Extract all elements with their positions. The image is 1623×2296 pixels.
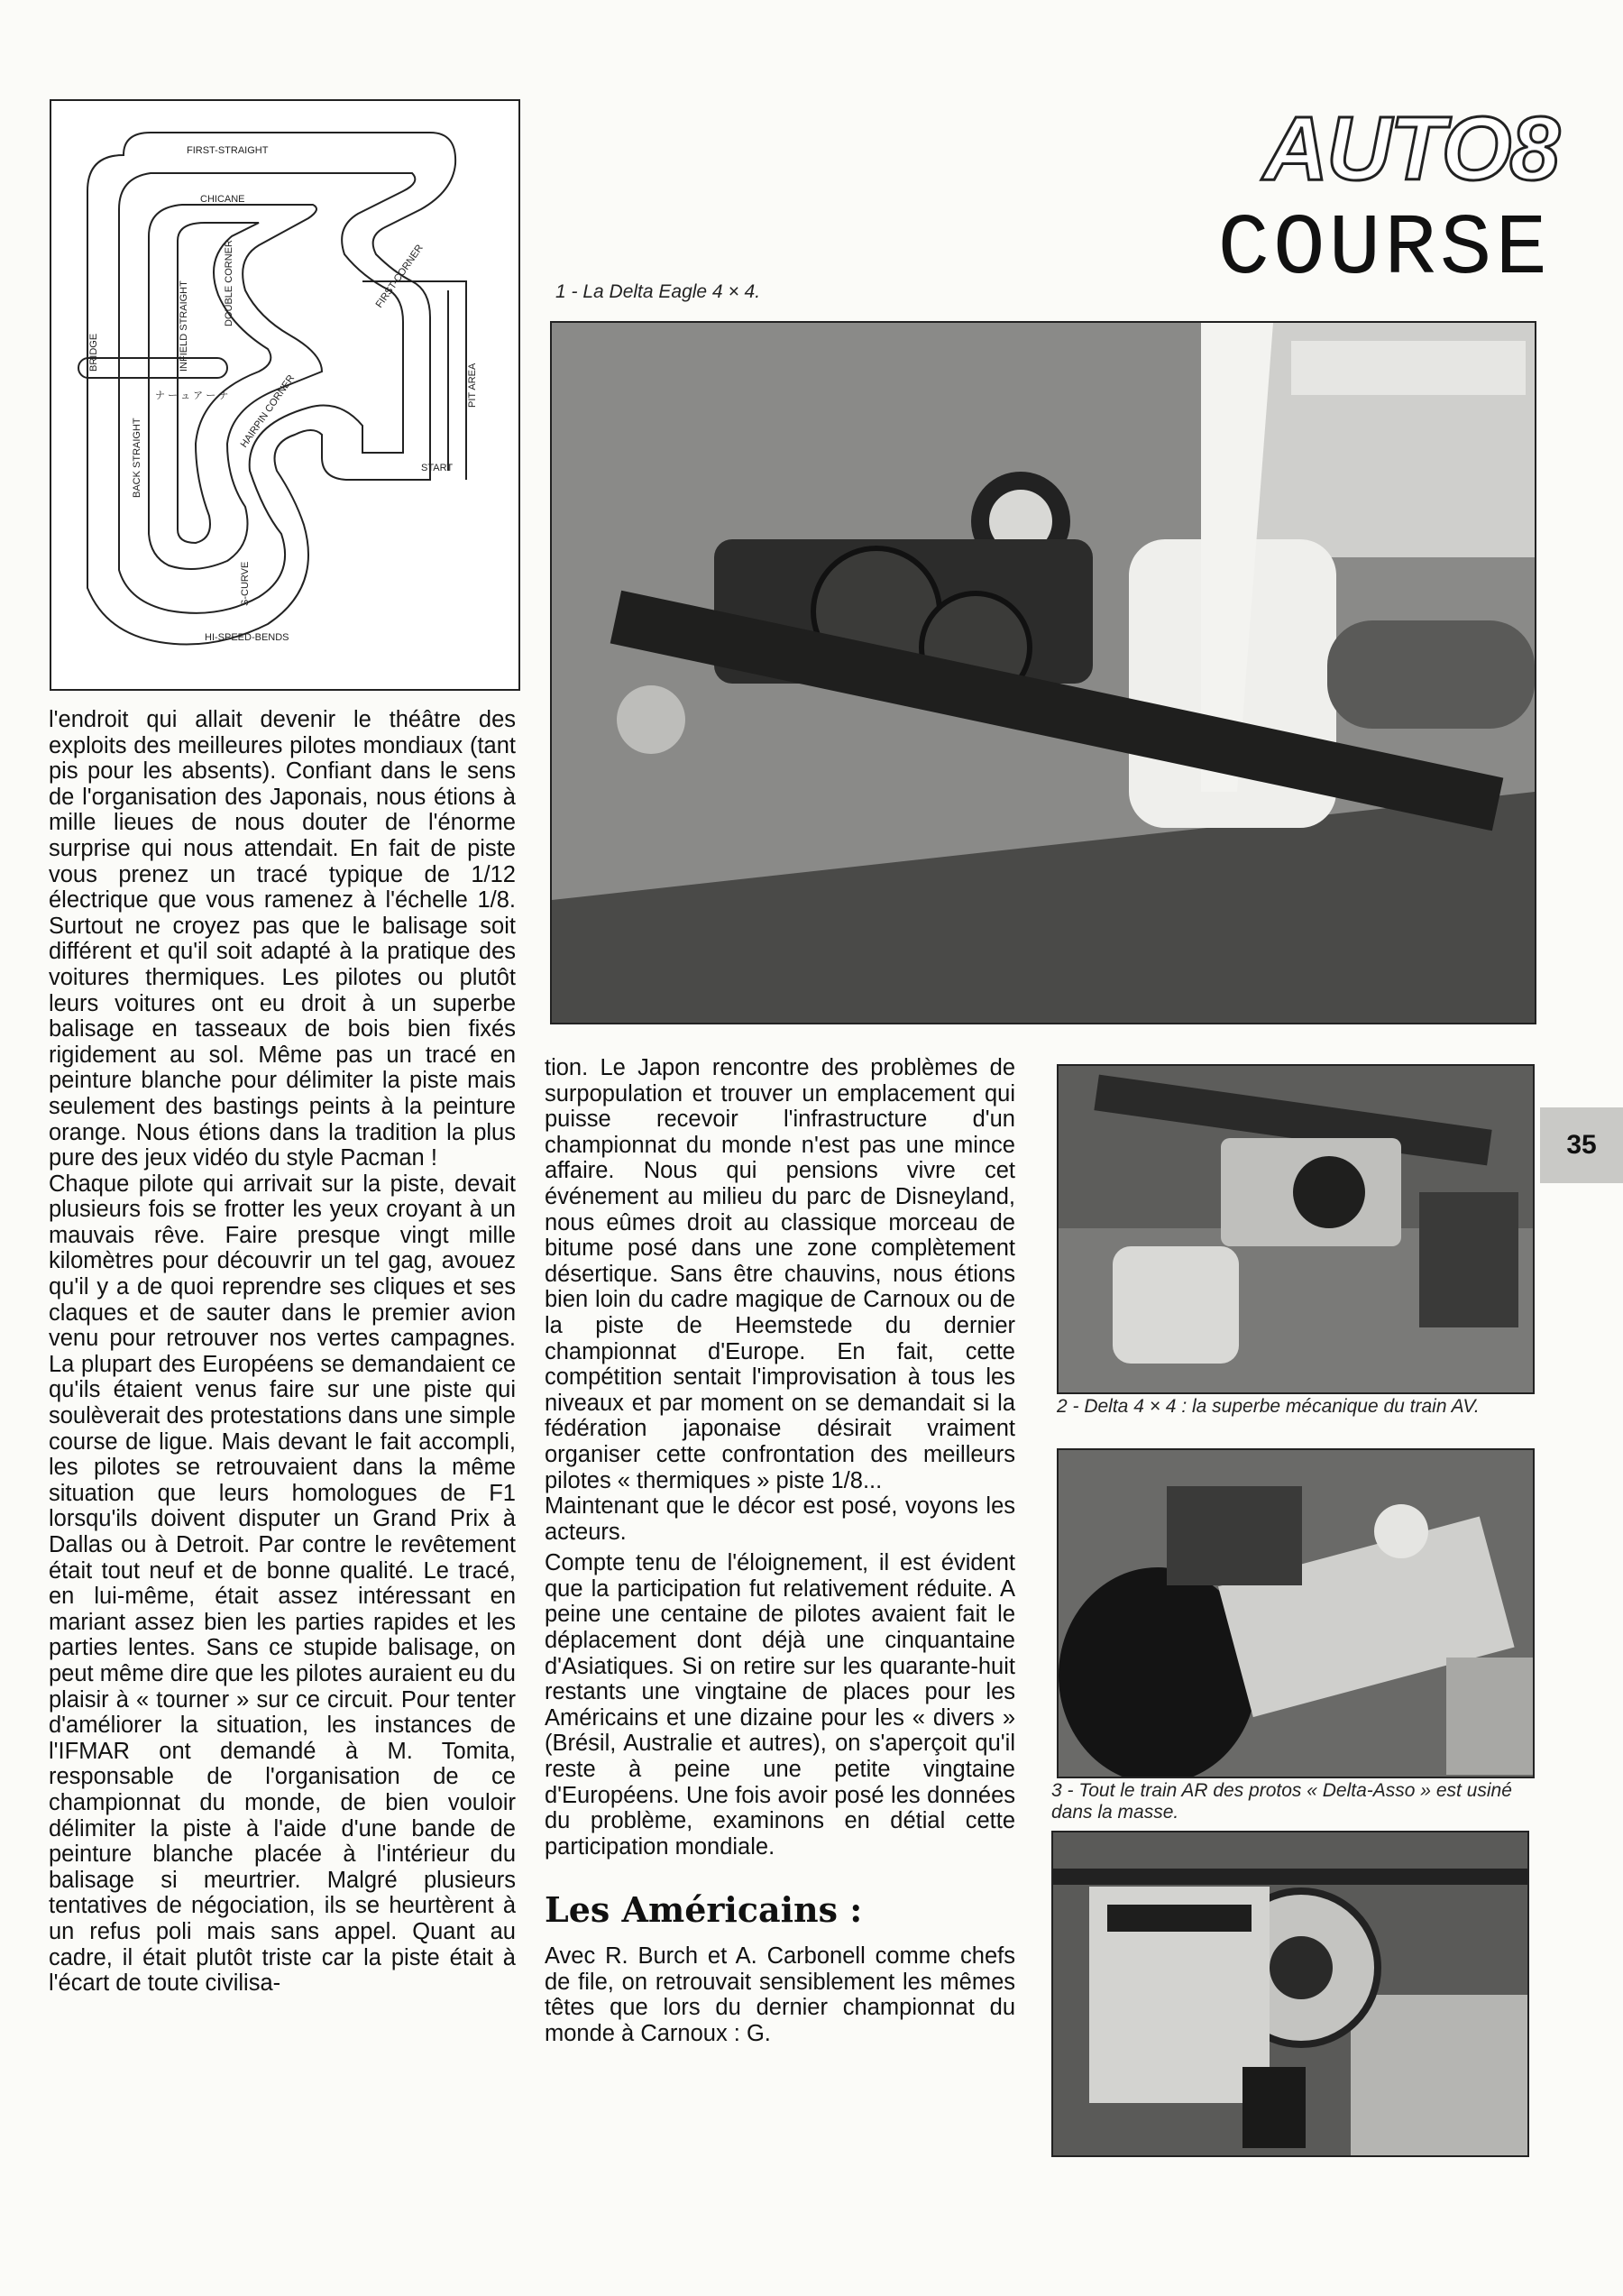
- section-heading: Les Américains :: [545, 1889, 863, 1931]
- label-back-straight: BACK STRAIGHT: [132, 418, 142, 498]
- paragraph: tion. Le Japon rencontre des problèmes de surpopulation et trouver un emplacement qui puisse recevoir l'infrastructure d'un championnat du monde n'est pas une mince affaire. Nous qui pensions vivre cet événement au milieu du parc de Disneyland, nous eûmes droit au classique morceau de bitume posé dans une zone complètement désertique. Sans être chauvins, nous étions bien loin du cadre magique de Carnoux ou de la piste de Heemstede du dernier championnat d'Europe. En fait, cette compétition sentait l'improvisation à tous les niveaux et par moment on se demandait si la fédération japonaise désirait vraiment organiser cette confrontation des meilleurs pilotes « thermiques » piste 1/8...: [545, 1055, 1015, 1493]
- paragraph: Maintenant que le décor est posé, voyons les acteurs.: [545, 1493, 1015, 1545]
- label-pit-area: PIT AREA: [467, 363, 478, 408]
- photo-chassis-image: [1053, 1832, 1527, 2155]
- auto8-logo: AUTO8: [1262, 98, 1558, 199]
- label-start: START: [421, 463, 454, 473]
- caption-1: 1 - La Delta Eagle 4 × 4.: [555, 281, 761, 302]
- label-chicane: CHICANE: [200, 194, 245, 205]
- photo-delta-eagle-image: [552, 323, 1535, 1023]
- label-bridge: BRIDGE: [88, 333, 99, 372]
- photo-train-ar: [1057, 1448, 1535, 1778]
- label-double-corner: DOUBLE CORNER: [224, 240, 234, 326]
- photo-train-av: [1057, 1064, 1535, 1394]
- page-number: 35: [1540, 1107, 1623, 1183]
- column-2: [545, 1055, 1015, 2046]
- photo-train-av-image: [1059, 1066, 1533, 1392]
- paragraph: l'endroit qui allait devenir le théâtre des exploits des meilleures pilotes mondiaux (tant pis pour les absents). Confiant dans le sens de l'organisation des Japonais, nous étions à mille lieues de nous douter de l'énorme surprise qui nous attendait. En fait de piste vous prenez un tracé typique de 1/12 électrique que vous ramenez à l'échelle 1/8. Surtout ne croyez pas que le balisage soit différent et qu'il soit adapté à la pratique des voitures thermiques. Les pilotes ou plutôt leurs voitures ont eu droit à un superbe balisage en tasseaux de bois bien fixés rigidement au sol. Même pas un tracé en peinture blanche pour délimiter la piste mais seulement des bastings peints à la peinture orange. Nous étions dans la tradition la plus pure des jeux vidéo du style Pacman !: [49, 707, 516, 1171]
- track-map: [50, 99, 520, 691]
- paragraph: Chaque pilote qui arrivait sur la piste, devait plusieurs fois se frotter les yeux croyant à un mauvais rêve. Faire presque vingt mille kilomètres pour découvrir un tel gag, avouez qu'il y a de quoi reprendre ses cliques et ses claques et de sauter dans le premier avion venu pour retrouver nos vertes campagnes. La plupart des Européens se demandaient ce qu'ils étaient venus faire sur une piste qui soulèverait des protestations dans une simple course de ligue. Mais devant le fait accompli, les pilotes se retrouvaient dans la même situation que leurs homologues de F1 lorsqu'ils doivent disputer un Grand Prix à Dallas ou à Detroit. Par contre le revêtement était tout neuf et de bonne qualité. Le tracé, en lui-même, était assez intéressant en mariant assez bien les parties rapides et les parties lentes. Sans ce stupide balisage, on peut même dire que les pilotes auraient eu du plaisir à « tourner » sur ce circuit. Pour tenter d'améliorer la situation, les instances de l'IFMAR ont demandé à M. Tomita, responsable de l'organisation de ce championnat du monde, de bien vouloir délimiter la piste à l'aide d'une bande de peinture blanche placée à l'intérieur du balisage si meurtrier. Malgré plusieurs tentatives de négociation, ils se heurtèrent à un refus poli mais sans appel. Quant au cadre, il était plutôt triste car la piste était à l'écart de toute civilisa-: [49, 1171, 516, 1997]
- column-1: [49, 707, 516, 1997]
- photo-delta-eagle: [550, 321, 1536, 1024]
- caption-2: 2 - Delta 4 × 4 : la superbe mécanique du train AV.: [1057, 1396, 1480, 1417]
- caption-3: 3 - Tout le train AR des protos « Delta-Asso » est usiné dans la masse.: [1051, 1780, 1512, 1823]
- paragraph: Avec R. Burch et A. Carbonell comme chefs de file, on retrouvait sensiblement les mêmes têtes que lors du dernier championnat du monde à Carnoux : G.: [545, 1943, 1015, 2046]
- label-first-straight: FIRST-STRAIGHT: [187, 145, 269, 156]
- label-infield-straight: INFIELD STRAIGHT: [179, 280, 189, 372]
- label-katakana: ナ ー ュ ア ー ナ: [155, 390, 229, 401]
- label-hairpin: HAIRPIN CORNER: [238, 372, 298, 450]
- label-s-curve: S-CURVE: [240, 561, 251, 606]
- paragraph: Compte tenu de l'éloignement, il est évident que la participation fut relativement réduite. A peine une centaine de pilotes avaient fait le déplacement dont déjà une cinquantaine d'Asiatiques. Si on retire sur les quarante-huit restants une vingtaine de places pour les Américains et une dizaine pour les « divers » (Brésil, Australie et autres), on s'aperçoit qu'il reste à peine une petite vingtaine d'Européens. Une fois avoir posé les données du problème, examinons en détial cette participation mondiale.: [545, 1550, 1015, 1860]
- course-title: COURSE: [1217, 200, 1551, 298]
- label-first-corner: FIRST-CORNER: [373, 243, 426, 310]
- photo-train-ar-image: [1059, 1450, 1533, 1777]
- photo-chassis: [1051, 1831, 1529, 2157]
- track-map-drawing: [51, 101, 518, 689]
- label-hi-speed: HI-SPEED-BENDS: [205, 632, 289, 643]
